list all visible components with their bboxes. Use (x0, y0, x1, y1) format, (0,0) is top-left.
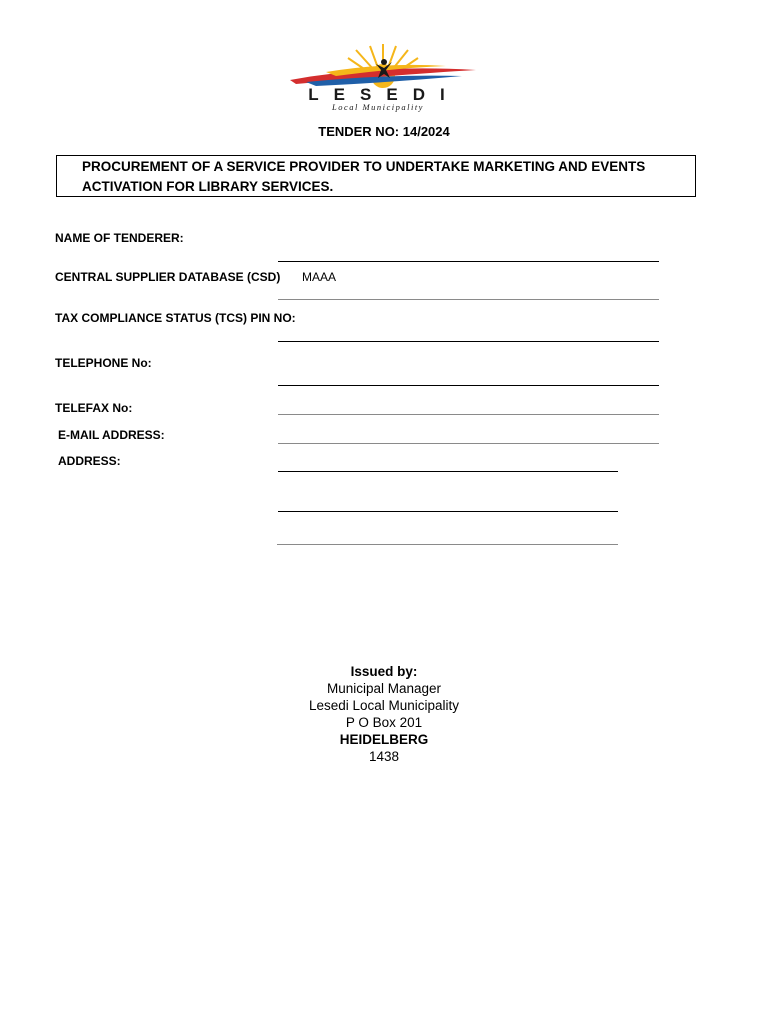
lesedi-logo (286, 44, 482, 114)
tender-title-line-2: ACTIVATION FOR LIBRARY SERVICES. (82, 179, 334, 194)
telefax-label: TELEFAX No: (55, 401, 133, 415)
issued-by-block (0, 663, 768, 765)
telephone-field[interactable] (278, 385, 659, 386)
lesedi-logo-graphic (286, 44, 482, 114)
tender-title-line-1: PROCUREMENT OF A SERVICE PROVIDER TO UNDERTAKE MARKETING AND EVENTS (82, 159, 646, 174)
name-of-tenderer-label: NAME OF TENDERER: (55, 231, 184, 245)
address-field-line-3[interactable] (277, 544, 618, 545)
email-address-field[interactable] (278, 443, 659, 444)
csd-label: CENTRAL SUPPLIER DATABASE (CSD) (55, 270, 281, 284)
csd-value: MAAA (302, 270, 337, 284)
logo-brand-text: LESEDI (308, 85, 460, 104)
logo-sub-text: Local Municipality (332, 102, 424, 112)
telefax-field[interactable] (278, 414, 659, 415)
issuer-po-box: P O Box 201 (345, 715, 423, 730)
tender-number: TENDER NO: 14/2024 (318, 124, 450, 139)
telephone-label: TELEPHONE No: (55, 356, 152, 370)
name-of-tenderer-field[interactable] (278, 261, 659, 262)
issuer-organisation: Lesedi Local Municipality (308, 698, 460, 713)
address-field-line-2[interactable] (278, 511, 618, 512)
address-field-line-1[interactable] (278, 471, 618, 472)
tcs-pin-field[interactable] (278, 341, 659, 342)
tender-title (82, 157, 682, 197)
issuer-town: HEIDELBERG (339, 732, 429, 747)
issued-by-heading: Issued by: (350, 664, 418, 679)
issuer-title: Municipal Manager (326, 681, 442, 696)
csd-field[interactable] (278, 299, 659, 300)
address-label: ADDRESS: (58, 454, 121, 468)
issuer-postal-code: 1438 (368, 749, 400, 764)
email-address-label: E-MAIL ADDRESS: (58, 428, 165, 442)
tcs-pin-label: TAX COMPLIANCE STATUS (TCS) PIN NO: (55, 311, 296, 325)
